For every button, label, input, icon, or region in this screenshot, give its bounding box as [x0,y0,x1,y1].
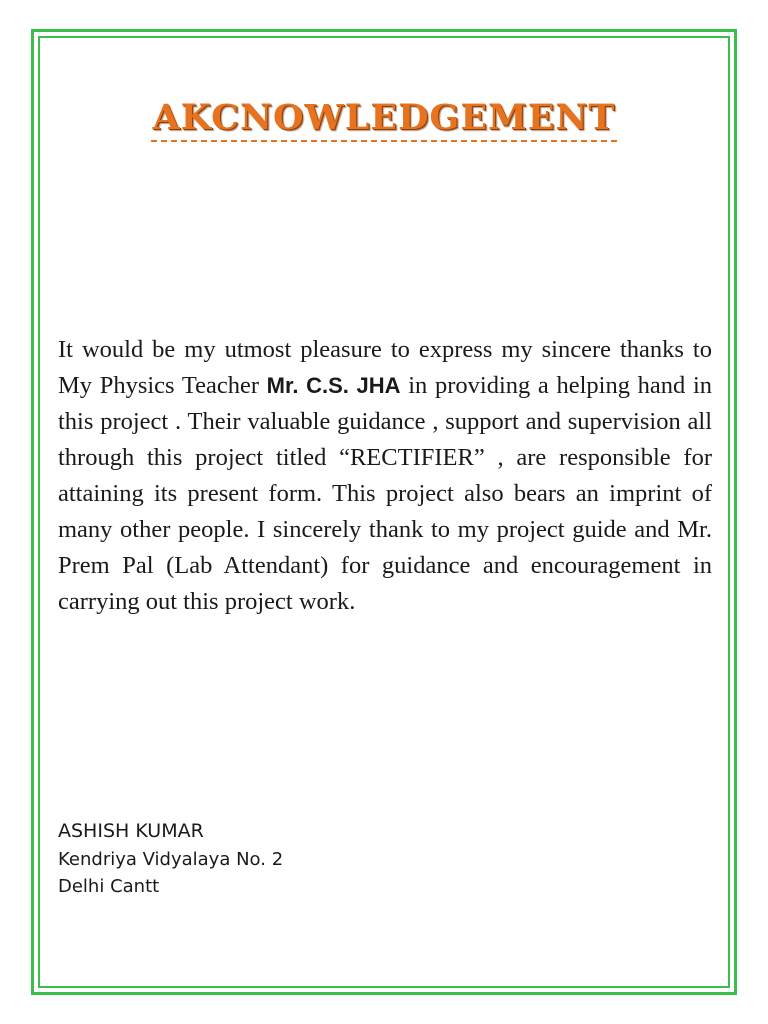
signature-block [58,817,283,900]
teacher-name: Mr. C.S. JHA [266,373,401,398]
acknowledgement-paragraph [58,332,712,620]
student-name: ASHISH KUMAR [58,820,204,842]
paragraph-text-part2: in providing a helping hand in this project . Their valuable guidance , support and supervision all through this project titled “RECTIFIER” , are responsible for attaining its present form. This project also bears an imprint of many other people. I sincerely thank to my project guide and Mr. Prem Pal (Lab Attendant) for guidance and encouragement in carrying out this project work. [58,372,712,615]
title-block [0,96,768,142]
page-title: AKCNOWLEDGEMENT [151,96,618,142]
paragraph-text-part1: It would be my utmost pleasure to express my sincere thanks to My Physics Teacher [58,336,712,399]
school-location: Delhi Cantt [58,876,160,897]
school-name: Kendriya Vidyalaya No. 2 [58,849,284,870]
